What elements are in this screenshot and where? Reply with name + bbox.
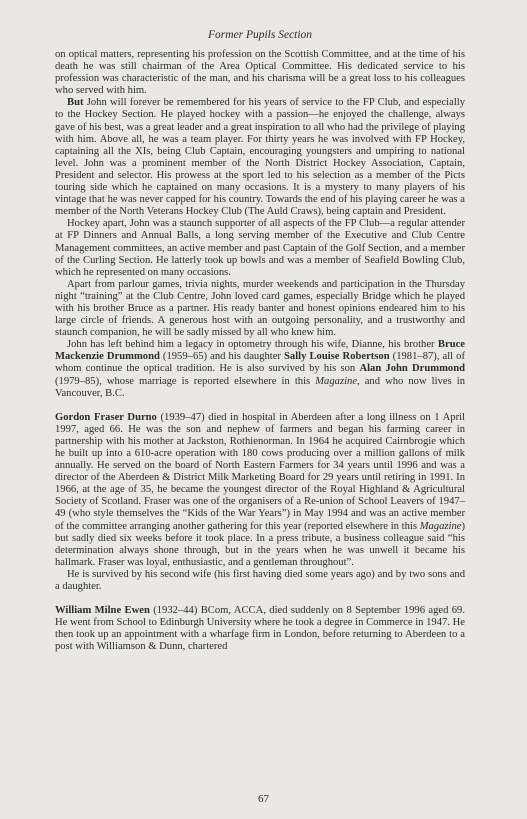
text-run: , and who now lives in Vancouver, B.C. [55,375,465,399]
text-run: on optical matters, representing his profession on the Scottish Committee, and at the time of his death he was still chairman of the Area Optical Committee. His dedicated service to his profession was characteristic of the man, and his charisma will be a great loss to his colleagues who served with him. [55,49,465,97]
paragraph [55,218,465,278]
page-number: 67 [258,793,269,805]
paragraph [55,279,465,339]
text-run: (1959–65) and his daughter [159,351,285,363]
italic-text: Magazine [419,520,462,532]
bold-name: Alan John Drummond [359,363,465,375]
paragraph [55,339,465,399]
text-run: (1979–85), whose marriage is reported elsewhere in this [55,375,316,387]
paragraph [55,97,465,218]
text-run: John will forever be remembered for his years of service to the FP Club, and especially to the Hockey Section. He played hockey with a passion—he enjoyed the challenge, always gave of his best, was a great leader and a great inspiration to all who had the privilege of playing with him. Above all, he was a team player. For thirty years he was involved with FP Hockey, captaining all the XIs, being Club Captain, encouraging youngsters and umpiring to national level. John was a prominent member of the North District Hockey Association, Captain, President and selector. His prowess at the sport led to his selection as a member of the Picts touring side which he captained on many occasions. It is a mystery to many players of his vintage that he was never capped for his country. Towards the end of his playing career he was a member of the North Veterans Hockey Club (The Auld Craws), being captain and President. [55,97,465,218]
text-run: ) but sadly died six weeks before it took place. In a press tribute, a business colleague said “his determination always shone through, but in the years when he was unwell it became his hallmark. Fraser was loyal, enthusiastic, and a gentleman throughout”. [55,520,465,568]
text-run: (1932–44) BCom, ACCA, died suddenly on 8 September 1996 aged 69. He went from School to Edinburgh University where he took a degree in Commerce in 1947. He then took up an appointment with a wharfage firm in London, before returning to Aberdeen to a post with Williamson & Dunn, chartered [55,605,465,653]
running-header: Former Pupils Section [207,29,313,41]
bold-name: Gordon Fraser Durno [55,411,157,423]
text-run: Hockey apart, John was a staunch supporter of all aspects of the FP Club—a regular attender at FP Dinners and Annual Balls, a long serving member of the Executive and Club Centre Management committees, an active member and past Captain of the Golf Section, and a member of the Curling Section. He latterly took up bowls and was a member of Seafield Bowling Club, which he represented on many occasions. [55,218,465,278]
bold-name: Bruce Mackenzie Drummond [55,339,465,363]
paragraph [55,569,465,593]
text-run: John has left behind him a legacy in optometry through his wife, Dianne, his brother [67,339,438,351]
paragraph [55,412,465,569]
text-run: He is survived by his second wife (his first having died some years ago) and by two sons and a daughter. [55,568,465,593]
text-run: (1981–87), all of whom continue the optical tradition. He is also survived by his son [55,351,465,375]
body-text [55,49,465,654]
paragraph [55,605,465,653]
paragraph [55,49,465,97]
bold-name: Sally Louise Robertson [284,351,390,363]
text-run: (1939–47) died in hospital in Aberdeen after a long illness on 1 April 1997, aged 66. He was the son and nephew of farmers and began his farming career in partnership with his mother at Jackston, Rothienorman. In 1964 he acquired Cairnbrogie which he built up into a 610-acre operation with 180 cows producing over a million gallons of milk annually. He served on the board of North Eastern Farmers for 34 years until 1996 and was a director of the Aberdeen & District Milk Marketing Board for 29 years until retiring in 1991. In 1966, at the age of 35, he became the youngest director of the Royal Highland & Agricultural Society of Scotland. Fraser was one of the organisers of a Re-union of School Leavers of 1947–49 (who style themselves the “Kids of the War Years”) in May 1994 and was an active member of the committee arranging another gathering for this year (reported elsewhere in this [55,411,465,532]
italic-text: Magazine [315,375,358,387]
bold-name: But [67,97,84,109]
text-run: Apart from parlour games, trivia nights, murder weekends and participation in the Thursday night “training” at the Club Centre, John loved card games, especially Bridge which he played with his brother Bruce as a partner. His ready banter and honest opinions endeared him to his large circle of friends. A generous host with an outgoing personality, and a trustworthy and staunch companion, he will be sadly missed by all who knew him. [55,278,465,339]
bold-name: William Milne Ewen [55,605,150,617]
